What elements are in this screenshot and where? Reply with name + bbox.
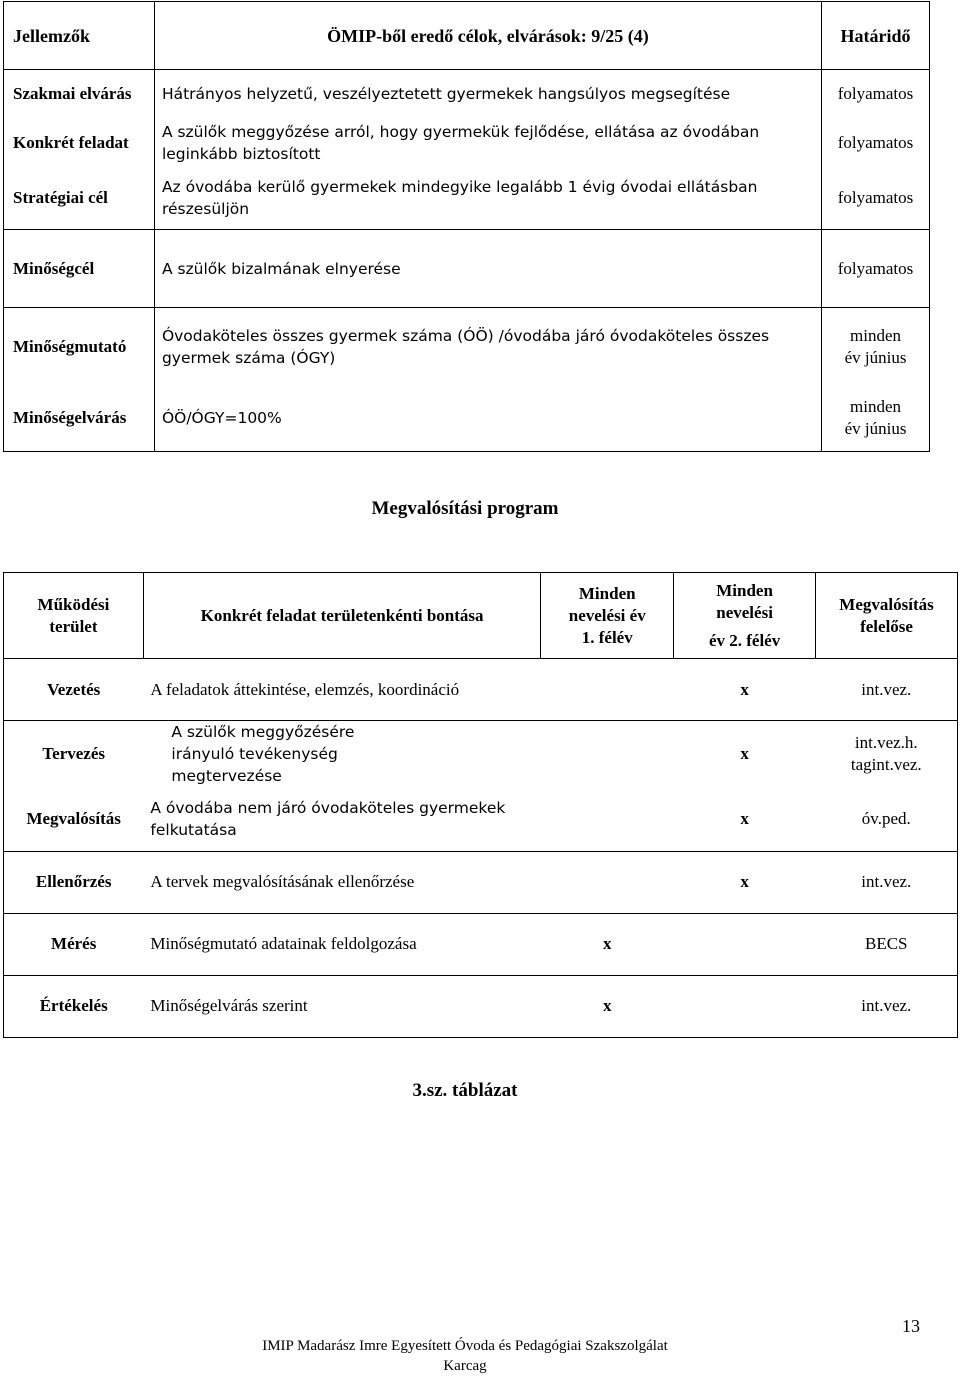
row-deadline: minden év június — [822, 386, 930, 452]
header-goals: ÖMIP-ből eredő célok, elvárások: 9/25 (4) — [154, 2, 821, 70]
row-deadline: folyamatos — [822, 230, 930, 308]
row-task: Minőségmutató adatainak feldolgozása — [143, 913, 540, 975]
header-area: Működési terület — [4, 573, 144, 659]
row-label: Konkrét feladat — [4, 118, 155, 168]
goals-row — [4, 168, 930, 230]
row-area: Megvalósítás — [4, 787, 144, 851]
header-semester-2-line2: év 2. félév — [708, 630, 781, 650]
goals-header-row — [4, 2, 930, 70]
header-responsible: Megvalósítás felelőse — [816, 573, 958, 659]
goals-table — [3, 1, 930, 452]
program-row — [4, 787, 958, 851]
row-semester-2: x — [674, 659, 816, 721]
row-semester-1 — [541, 851, 674, 913]
row-semester-2: x — [674, 721, 816, 788]
row-label: Minőségelvárás — [4, 386, 155, 452]
row-area: Vezetés — [4, 659, 144, 721]
row-deadline: folyamatos — [822, 70, 930, 118]
header-semester-2-line1: Minden nevelési — [716, 580, 773, 622]
row-responsible: int.vez. — [816, 659, 958, 721]
row-semester-1: x — [541, 913, 674, 975]
header-semester-2 — [674, 573, 816, 659]
row-text: A szülők bizalmának elnyerése — [154, 230, 821, 308]
row-text: Óvodaköteles összes gyermek száma (ÓÖ) /óvodába járó óvodaköteles összes gyermek száma (ÓGY) — [154, 308, 821, 386]
row-area: Ellenőrzés — [4, 851, 144, 913]
row-deadline: minden év június — [822, 308, 930, 386]
row-semester-2 — [674, 913, 816, 975]
row-responsible: int.vez.h. tagint.vez. — [816, 721, 958, 788]
program-title: Megvalósítási program — [371, 498, 559, 519]
program-row — [4, 913, 958, 975]
program-row — [4, 975, 958, 1037]
row-responsible: BECS — [816, 913, 958, 975]
program-row — [4, 659, 958, 721]
row-semester-1 — [541, 659, 674, 721]
row-text: ÓÖ/ÓGY=100% — [154, 386, 821, 452]
row-text: Az óvodába kerülő gyermekek mindegyike legalább 1 évig óvodai ellátásban részesüljön — [154, 168, 821, 230]
row-responsible: óv.ped. — [816, 787, 958, 851]
row-label: Stratégiai cél — [4, 168, 155, 230]
row-task: Minőségelvárás szerint — [143, 975, 540, 1037]
goals-row — [4, 386, 930, 452]
header-characteristics: Jellemzők — [4, 2, 155, 70]
row-task: A szülők meggyőzésére irányuló tevékenység megtervezése — [143, 721, 540, 788]
row-semester-1 — [541, 721, 674, 788]
header-task: Konkrét feladat területenkénti bontása — [143, 573, 540, 659]
row-deadline: folyamatos — [822, 118, 930, 168]
row-responsible: int.vez. — [816, 975, 958, 1037]
row-label: Minőségmutató — [4, 308, 155, 386]
row-label: Szakmai elvárás — [4, 70, 155, 118]
header-semester-1: Minden nevelési év 1. félév — [541, 573, 674, 659]
program-header-row — [4, 573, 958, 659]
footer-line-2: Karcag — [443, 1358, 487, 1374]
header-deadline: Határidő — [822, 2, 930, 70]
goals-row — [4, 308, 930, 386]
program-table — [3, 572, 958, 1038]
row-task: A feladatok áttekintése, elemzés, koordináció — [143, 659, 540, 721]
row-deadline: folyamatos — [822, 168, 930, 230]
row-responsible: int.vez. — [816, 851, 958, 913]
footer-line-1: IMIP Madarász Imre Egyesített Óvoda és Pedagógiai Szakszolgálat — [262, 1338, 668, 1354]
row-text: A szülők meggyőzése arról, hogy gyermekük fejlődése, ellátása az óvodában leginkább biztosított — [154, 118, 821, 168]
row-task: A óvodába nem járó óvodaköteles gyermekek felkutatása — [143, 787, 540, 851]
row-task: A tervek megvalósításának ellenőrzése — [143, 851, 540, 913]
row-semester-1: x — [541, 975, 674, 1037]
page-number: 13 — [902, 1316, 920, 1336]
goals-row — [4, 70, 930, 118]
row-label: Minőségcél — [4, 230, 155, 308]
row-area: Értékelés — [4, 975, 144, 1037]
row-area: Mérés — [4, 913, 144, 975]
program-row — [4, 721, 958, 788]
row-semester-2 — [674, 975, 816, 1037]
goals-row — [4, 118, 930, 168]
program-row — [4, 851, 958, 913]
row-semester-2: x — [674, 787, 816, 851]
goals-row — [4, 230, 930, 308]
table-caption: 3.sz. táblázat — [412, 1080, 518, 1101]
row-semester-1 — [541, 787, 674, 851]
row-text: Hátrányos helyzetű, veszélyeztetett gyermekek hangsúlyos megsegítése — [154, 70, 821, 118]
row-semester-2: x — [674, 851, 816, 913]
row-area: Tervezés — [4, 721, 144, 788]
